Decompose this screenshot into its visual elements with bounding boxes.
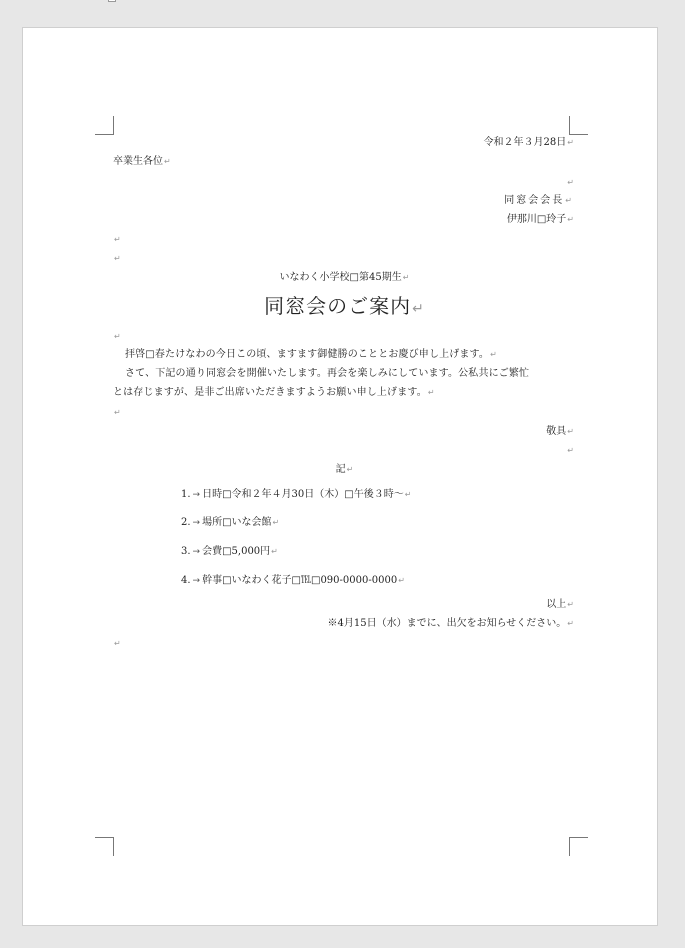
- closing-line: [546, 425, 574, 439]
- paragraph-mark-icon: ↵: [271, 547, 278, 556]
- paragraph-mark-icon: ↵: [567, 215, 574, 224]
- paragraph-mark-icon: ↵: [114, 639, 121, 648]
- list-item: [181, 516, 279, 530]
- paragraph-mark-icon: ↵: [114, 254, 121, 263]
- paragraph-mark-icon: ↵: [402, 273, 410, 282]
- page-title: 同窓会のご案内: [264, 294, 412, 318]
- document-page[interactable]: [22, 27, 658, 926]
- paragraph-mark-icon: ↵: [567, 600, 574, 609]
- paragraph-mark-icon: ↵: [404, 490, 412, 499]
- paragraph-mark-icon: ↵: [427, 388, 435, 397]
- tab-arrow-icon: →: [192, 490, 201, 500]
- closing-text: 敬具: [546, 426, 567, 437]
- tab-arrow-icon: →: [192, 518, 201, 528]
- sender-name-line: [507, 213, 574, 227]
- tab-arrow-icon: →: [192, 576, 201, 586]
- blank-line: [566, 176, 574, 190]
- paragraph-mark-icon: ↵: [567, 427, 574, 436]
- list-item: [181, 545, 278, 559]
- paragraph-mark-icon: ↵: [567, 138, 574, 147]
- list-item: [181, 488, 411, 502]
- crop-mark-top-left: [95, 116, 114, 135]
- date-line: [484, 136, 574, 150]
- body-text-1: さて、下記の通り同窓会を開催いたします。再会を楽しみにしています。公私共にご繁忙: [125, 368, 530, 379]
- paragraph-mark-icon: ↵: [412, 301, 425, 317]
- ijo-text: 以上: [546, 599, 567, 610]
- crop-mark-bottom-left: [95, 837, 114, 856]
- paragraph-mark-icon: ↵: [114, 235, 121, 244]
- paragraph-mark-icon: ↵: [567, 178, 574, 187]
- paragraph-mark-icon: ↵: [567, 446, 574, 455]
- list-number: 1.: [181, 489, 191, 500]
- paragraph-mark-icon: ↵: [567, 619, 574, 628]
- ijo-line: [546, 598, 574, 612]
- subtitle-text: いなわく小学校□第45期生: [279, 272, 402, 283]
- sender-title-line: [504, 194, 574, 208]
- list-text: 場所□いな会館: [202, 517, 272, 528]
- paragraph-mark-icon: ↵: [114, 408, 121, 417]
- blank-line: [113, 330, 121, 344]
- list-text: 幹事□いなわく花子□℡□090-0000-0000: [202, 575, 398, 586]
- paragraph-mark-icon: ↵: [272, 518, 280, 527]
- paragraph-mark-icon: ↵: [398, 576, 405, 585]
- list-item: [181, 574, 405, 588]
- paragraph-mark-icon: ↵: [164, 157, 171, 166]
- ruler-marker: [108, 0, 116, 2]
- note-text: ※4月15日（水）までに、出欠をお知らせください。: [327, 618, 567, 629]
- body-paragraph-line-2: [113, 386, 435, 400]
- list-number: 4.: [181, 575, 191, 586]
- paragraph-mark-icon: ↵: [565, 196, 574, 205]
- list-text: 会費□5,000円: [202, 546, 271, 557]
- date-text: 令和２年３月28日: [483, 137, 567, 148]
- list-number: 3.: [181, 546, 191, 557]
- paragraph-mark-icon: ↵: [114, 332, 121, 341]
- body-paragraph-line-1: [125, 367, 529, 381]
- blank-line: [113, 406, 121, 420]
- tab-arrow-icon: →: [192, 547, 201, 557]
- body-text-2: とは存じますが、是非ご出席いただきますようお願い申し上げます。: [113, 387, 427, 398]
- list-text: 日時□令和２年４月30日（木）□午後３時～: [202, 489, 404, 500]
- crop-mark-bottom-right: [569, 837, 588, 856]
- addressee-line: [113, 155, 171, 169]
- blank-line: [113, 252, 121, 266]
- greeting-text: 拝啓□春たけなわの今日この頃、ますます御健勝のこととお慶び申し上げます。: [125, 349, 490, 360]
- crop-mark-top-right: [569, 116, 588, 135]
- ki-line: [113, 463, 576, 477]
- note-line: [328, 617, 575, 631]
- blank-line: [113, 637, 121, 651]
- list-number: 2.: [181, 517, 191, 528]
- sender-title-text: 同窓会会長: [504, 195, 565, 206]
- ki-text: 記: [335, 464, 346, 475]
- title-line: [113, 293, 576, 322]
- addressee-text: 卒業生各位: [113, 156, 163, 167]
- blank-line: [113, 233, 121, 247]
- paragraph-mark-icon: ↵: [490, 350, 497, 359]
- blank-line: [566, 444, 574, 458]
- greeting-paragraph: [125, 348, 497, 362]
- sender-name-text: 伊那川□玲子: [506, 214, 567, 225]
- paragraph-mark-icon: ↵: [346, 465, 354, 474]
- subtitle-line: [113, 271, 576, 285]
